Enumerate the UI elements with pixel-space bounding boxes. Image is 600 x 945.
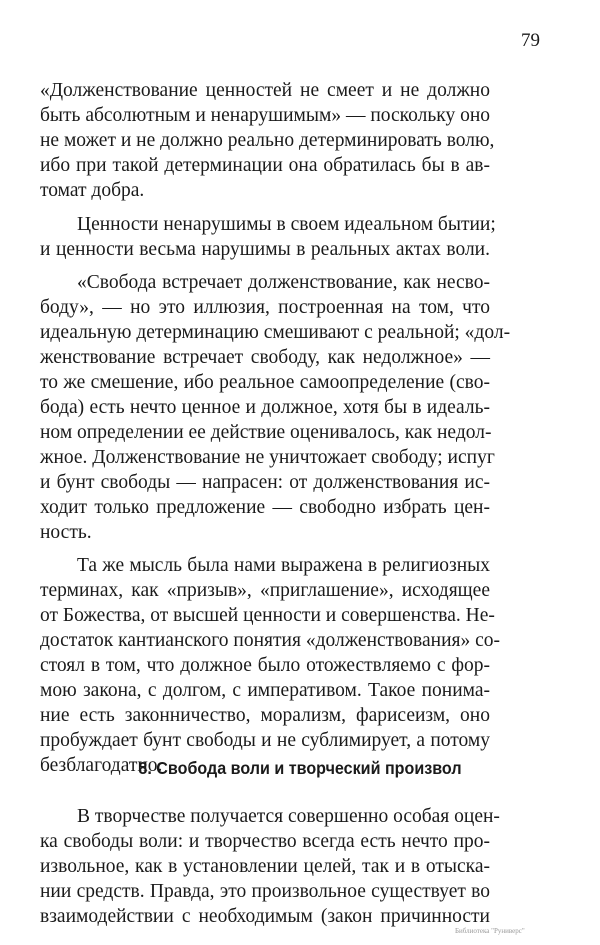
text-line: терминах, как «призыв», «приглашение», исходящее <box>40 580 490 601</box>
text-line: боду», — но это иллюзия, построенная на том, что <box>40 297 490 318</box>
text-line: быть абсолютным и ненарушимым» — поскольку оно <box>40 105 491 126</box>
text-line: не может и не должно реально детерминировать волю, <box>40 130 495 151</box>
text-line: ибо при такой детерминации она обратилась бы в ав- <box>40 155 490 176</box>
text-line: и ценности весьма нарушимы в реальных актах воли. <box>40 239 490 260</box>
text-line: мою закона, с долгом, с императивом. Такое понима- <box>40 680 490 701</box>
text-line: бода) есть нечто ценное и должное, хотя бы в идеаль- <box>40 397 490 418</box>
watermark: Библиотека "Руниверс" <box>455 927 525 935</box>
text-line: ность. <box>40 522 92 543</box>
text-line: томат добра. <box>40 180 145 201</box>
text-line: и бунт свободы — напрасен: от долженствования ис- <box>40 472 490 493</box>
text-line: ние есть законничество, морализм, фарисеизм, оно <box>40 705 490 726</box>
text-line: извольное, как в установлении целей, так и в отыска- <box>40 856 490 877</box>
text-line: безблагодатно. <box>40 755 163 776</box>
text-line: ка свободы воли: и творчество всегда есть нечто про- <box>40 831 490 852</box>
text-line: стоял в том, что должное было отожествляемо с фор- <box>40 655 490 676</box>
text-line: пробуждает бунт свободы и не сублимирует, а потому <box>40 730 490 751</box>
text-line: Та же мысль была нами выражена в религиозных <box>77 555 490 576</box>
text-line: жное. Долженствование не уничтожает свободу; испуг <box>40 447 495 468</box>
text-line: «Долженствование ценностей не смеет и не должно <box>40 80 490 101</box>
section-heading: 8. Свобода воли и творческий произвол <box>138 758 462 778</box>
page-number: 79 <box>521 30 540 51</box>
text-line: идеальную детерминацию смешивают с реальной; «дол- <box>40 322 511 343</box>
text-line: то же смешение, ибо реальное самоопределение (сво- <box>40 372 490 393</box>
text-line: достаток кантианского понятия «долженствования» со- <box>40 630 500 651</box>
text-line: взаимодействии с необходимым (закон причинности <box>40 906 490 927</box>
text-line: «Свобода встречает долженствование, как несво- <box>77 272 490 293</box>
text-line: В творчестве получается совершенно особая оцен- <box>77 806 500 827</box>
text-line: женствование встречает свободу, как недолжное» — <box>40 347 490 368</box>
text-line: от Божества, от высшей ценности и совершенства. Не- <box>40 605 495 626</box>
text-line: ходит только предложение — свободно избрать цен- <box>40 497 490 518</box>
text-line: нии средств. Правда, это произвольное существует во <box>40 881 490 902</box>
text-line: Ценности ненарушимы в своем идеальном бытии; <box>77 214 496 235</box>
text-line: ном определении ее действие оценивалось, как недол- <box>40 422 492 443</box>
